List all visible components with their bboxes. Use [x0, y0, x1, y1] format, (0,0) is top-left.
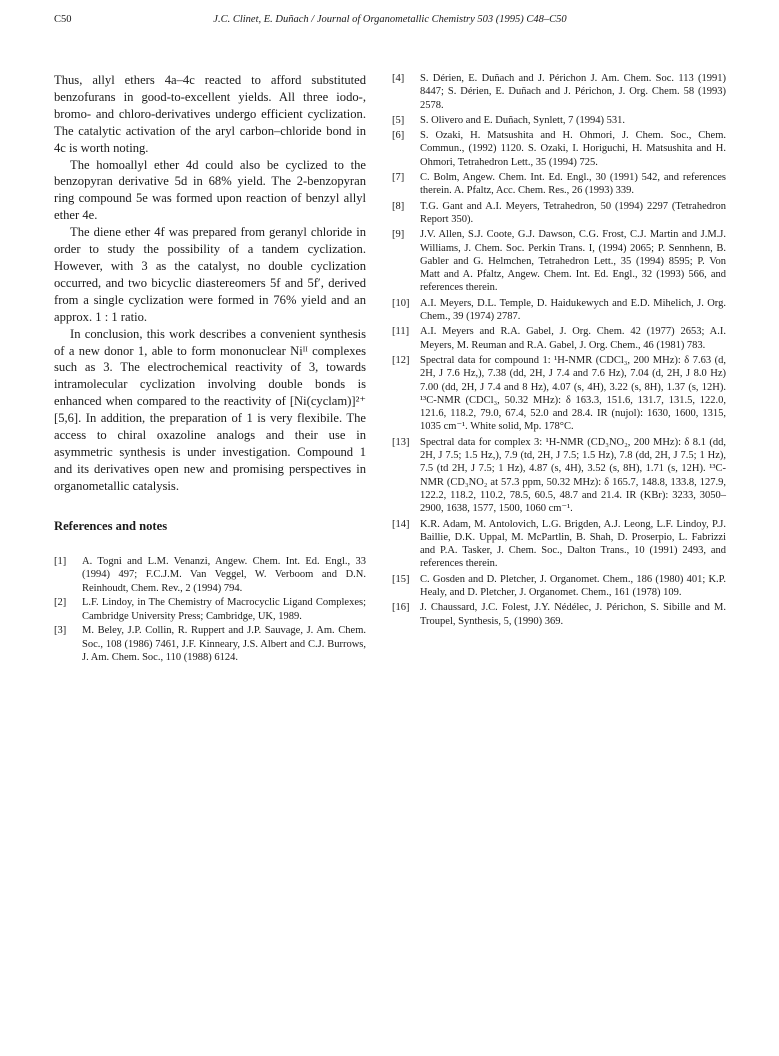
- reference-text: A.I. Meyers, D.L. Temple, D. Haidukewych and E.D. Mihelich, J. Org. Chem., 39 (1974) 2787.: [420, 297, 726, 323]
- reference-number: [6]: [392, 130, 405, 142]
- references-heading: References and notes: [54, 519, 168, 533]
- reference-item: [392, 72, 726, 112]
- reference-text: S. Ozaki, H. Matsushita and H. Ohmori, J. Chem. Soc., Chem. Commun., (1992) 1120. S. Ozaki, I. Horiguchi, H. Matsushita and H. Ohmori, Tetrahedron Lett., 35 (1994) 725.: [420, 130, 726, 168]
- reference-item: [392, 200, 726, 227]
- running-title: J.C. Clinet, E. Duñach / Journal of Organometallic Chemistry 503 (1995) C48–C50: [213, 14, 567, 25]
- reference-text: J.V. Allen, S.J. Coote, G.J. Dawson, C.G. Frost, C.J. Martin and J.M.J. Williams, J. Chem. Soc. Perkin Trans. I, (1994) 2065; P. Sennhenn, B. Gabler and G. Helmchen, Tetrahedron Lett., 35 (1994) 8595; P. Von Matt and A. Pfaltz, Angew. Chem. Int. Ed. Engl., 32 (1993) 566, and references therein.: [420, 229, 726, 294]
- page-header: [54, 14, 726, 30]
- page-number: C50: [54, 14, 72, 25]
- body-text: [54, 72, 366, 495]
- reference-number: [7]: [392, 172, 405, 184]
- reference-item: [392, 518, 726, 571]
- reference-number: [3]: [54, 625, 67, 637]
- reference-text: M. Beley, J.P. Collin, R. Ruppert and J.P. Sauvage, J. Am. Chem. Soc., 108 (1986) 7461, J.F. Kinneary, J.S. Albert and C.J. Burrows, J. Am. Chem. Soc., 110 (1988) 6124.: [82, 625, 366, 664]
- body-paragraph: The homoallyl ether 4d could also be cyclized to the benzopyran derivative 5d in 68% yield. The 2-benzopyran ring compound 5e was formed upon reaction of benzyl allyl ether 4e.: [54, 157, 366, 223]
- reference-number: [15]: [392, 573, 410, 585]
- body-paragraph: The diene ether 4f was prepared from geranyl chloride in order to study the possibility of a tandem cyclization. However, with 3 as the catalyst, no double cyclization occurred, and two bicyclic diastereomers 5f and 5f′, derived from a single cyclization were formed in 76% yield and an approx. 1 : 1 ratio.: [54, 225, 366, 324]
- reference-item: [392, 601, 726, 628]
- reference-text: S. Olivero and E. Duñach, Synlett, 7 (1994) 531.: [420, 114, 626, 126]
- reference-text: C. Bolm, Angew. Chem. Int. Ed. Engl., 30 (1991) 542, and references therein. A. Pfaltz, Acc. Chem. Res., 26 (1993) 339.: [420, 172, 726, 197]
- reference-number: [9]: [392, 229, 405, 241]
- reference-text: A. Togni and L.M. Venanzi, Angew. Chem. Int. Ed. Engl., 33 (1994) 497; F.C.J.M. Van Veggel, W. Verboom and D.N. Reinhoudt, Chem. Rev., 2 (1994) 794.: [82, 556, 366, 594]
- reference-number: [5]: [392, 114, 405, 126]
- reference-item: [54, 555, 366, 595]
- reference-text: L.F. Lindoy, in The Chemistry of Macrocyclic Ligand Complexes; Cambridge University Press; Cambridge, UK, 1989.: [82, 597, 366, 622]
- reference-number: [13]: [392, 436, 410, 448]
- reference-number: [10]: [392, 297, 410, 309]
- right-column: [392, 72, 726, 628]
- reference-item: [392, 297, 726, 324]
- reference-number: [2]: [54, 597, 67, 609]
- reference-item: [392, 171, 726, 198]
- reference-text: S. Dérien, E. Duñach and J. Périchon J. Am. Chem. Soc. 113 (1991) 8447; S. Dérien, E. Duñach and J. Périchon, J. Org. Chem. 58 (1993) 2578.: [420, 73, 726, 111]
- reference-text: C. Gosden and D. Pletcher, J. Organomet. Chem., 186 (1980) 401; K.P. Healy, and D. Pletcher, J. Organomet. Chem., 161 (1978) 109.: [420, 573, 726, 598]
- reference-item: [392, 228, 726, 294]
- reference-number: [11]: [392, 326, 410, 338]
- reference-list-left: [54, 555, 366, 664]
- reference-item: [54, 624, 366, 664]
- reference-number: [16]: [392, 602, 410, 614]
- reference-item: [392, 129, 726, 169]
- reference-number: [12]: [392, 354, 410, 366]
- left-column: [54, 72, 366, 664]
- reference-text: J. Chaussard, J.C. Folest, J.Y. Nédélec, J. Périchon, S. Sibille and M. Troupel, Synthesis, 5, (1990) 369.: [420, 602, 726, 627]
- body-paragraph: In conclusion, this work describes a convenient synthesis of a new donor 1, able to form mononuclear Niᴵᴵ complexes such as 3. The electrochemical reactivity of 3, towards intramolecular cyclization involving double bonds is enhanced when compared to the reactivity of [Ni(cyclam)]²⁺ [5,6]. In addition, the preparation of 1 is very flexibile. The access to chiral oxazoline analogs and their use in asymmetric synthesis is under investigation. Compound 1 and its derivatives open new and promising perspectives in organometallic catalysis.: [54, 326, 366, 493]
- reference-number: [1]: [54, 556, 67, 567]
- reference-item: [54, 596, 366, 623]
- body-paragraph: Thus, allyl ethers 4a–4c reacted to afford substituted benzofurans in good-to-excellent yields. All three iodo-, bromo- and chloro-derivatives undergo efficient cyclization. The catalytic activation of the aryl carbon–chloride bond in 4c is worth noting.: [54, 73, 366, 155]
- reference-text: Spectral data for complex 3: ¹H-NMR (CD₃NO₂, 200 MHz): δ 8.1 (dd, 2H, J 7.5; 1.5 Hz,), 7.9 (td, 2H, J 7.5; 1.5 Hz), 7.8 (dd, 2H, J 7.5; 1 Hz), 7.5 (td 2H, J 7.5; 1 Hz), 4.87 (s, 4H), 3.52 (s, 8H), 1.71 (s, 12H). ¹³C-NMR (CD₃NO₂ at 57.3 ppm, 50.32 MHz): δ 165.7, 148.8, 133.8, 127.9, 122.2, 118.2, 110.2, 78.5, 60.5, 48.7 and 21.4. IR (KBr): 3233, 3050–2900, 1638, 1577, 1500, 1060 cm⁻¹.: [420, 436, 726, 515]
- reference-text: T.G. Gant and A.I. Meyers, Tetrahedron, 50 (1994) 2297 (Tetrahedron Report 350).: [420, 200, 726, 225]
- reference-item: [392, 573, 726, 600]
- reference-item: [392, 354, 726, 434]
- reference-number: [4]: [392, 73, 405, 84]
- reference-item: [392, 114, 726, 127]
- reference-item: [392, 325, 726, 352]
- reference-text: K.R. Adam, M. Antolovich, L.G. Brigden, A.J. Leong, L.F. Lindoy, P.J. Baillie, D.K. Uppal, M. McPartlin, B. Shah, D. Proserpio, L. Fabrizzi and P.A. Tasker, J. Chem. Soc., Dalton Trans., 10 (1991) 2493, and references therein.: [420, 518, 726, 570]
- reference-number: [14]: [392, 518, 410, 530]
- reference-text: A.I. Meyers and R.A. Gabel, J. Org. Chem. 42 (1977) 2653; A.I. Meyers, M. Reuman and R.A. Gabel, J. Org. Chem., 46 (1981) 783.: [420, 326, 726, 351]
- reference-item: [392, 436, 726, 516]
- reference-number: [8]: [392, 200, 405, 212]
- reference-text: Spectral data for compound 1: ¹H-NMR (CDCl₃, 200 MHz): δ 7.63 (d, 2H, J 7.6 Hz,), 7.38 (dd, 2H, J 7.4 and 7.6 Hz), 7.04 (d, 2H, J 8.0 Hz) 7.00 (dd, 2H, J 7.4 and 8 Hz), 4.07 (s, 4H), 3.22 (s, 8H), 1.37 (s, 12H). ¹³C-NMR (CDCl₃, 50.32 MHz): δ 163.3, 151.6, 131.7, 131.5, 122.0, 121.6, 118.2, 79.0, 67.4, 52.0 and 28.4. IR (nujol): 1630, 1600, 1315, 1035 cm⁻¹. White solid, Mp. 178°C.: [420, 354, 726, 433]
